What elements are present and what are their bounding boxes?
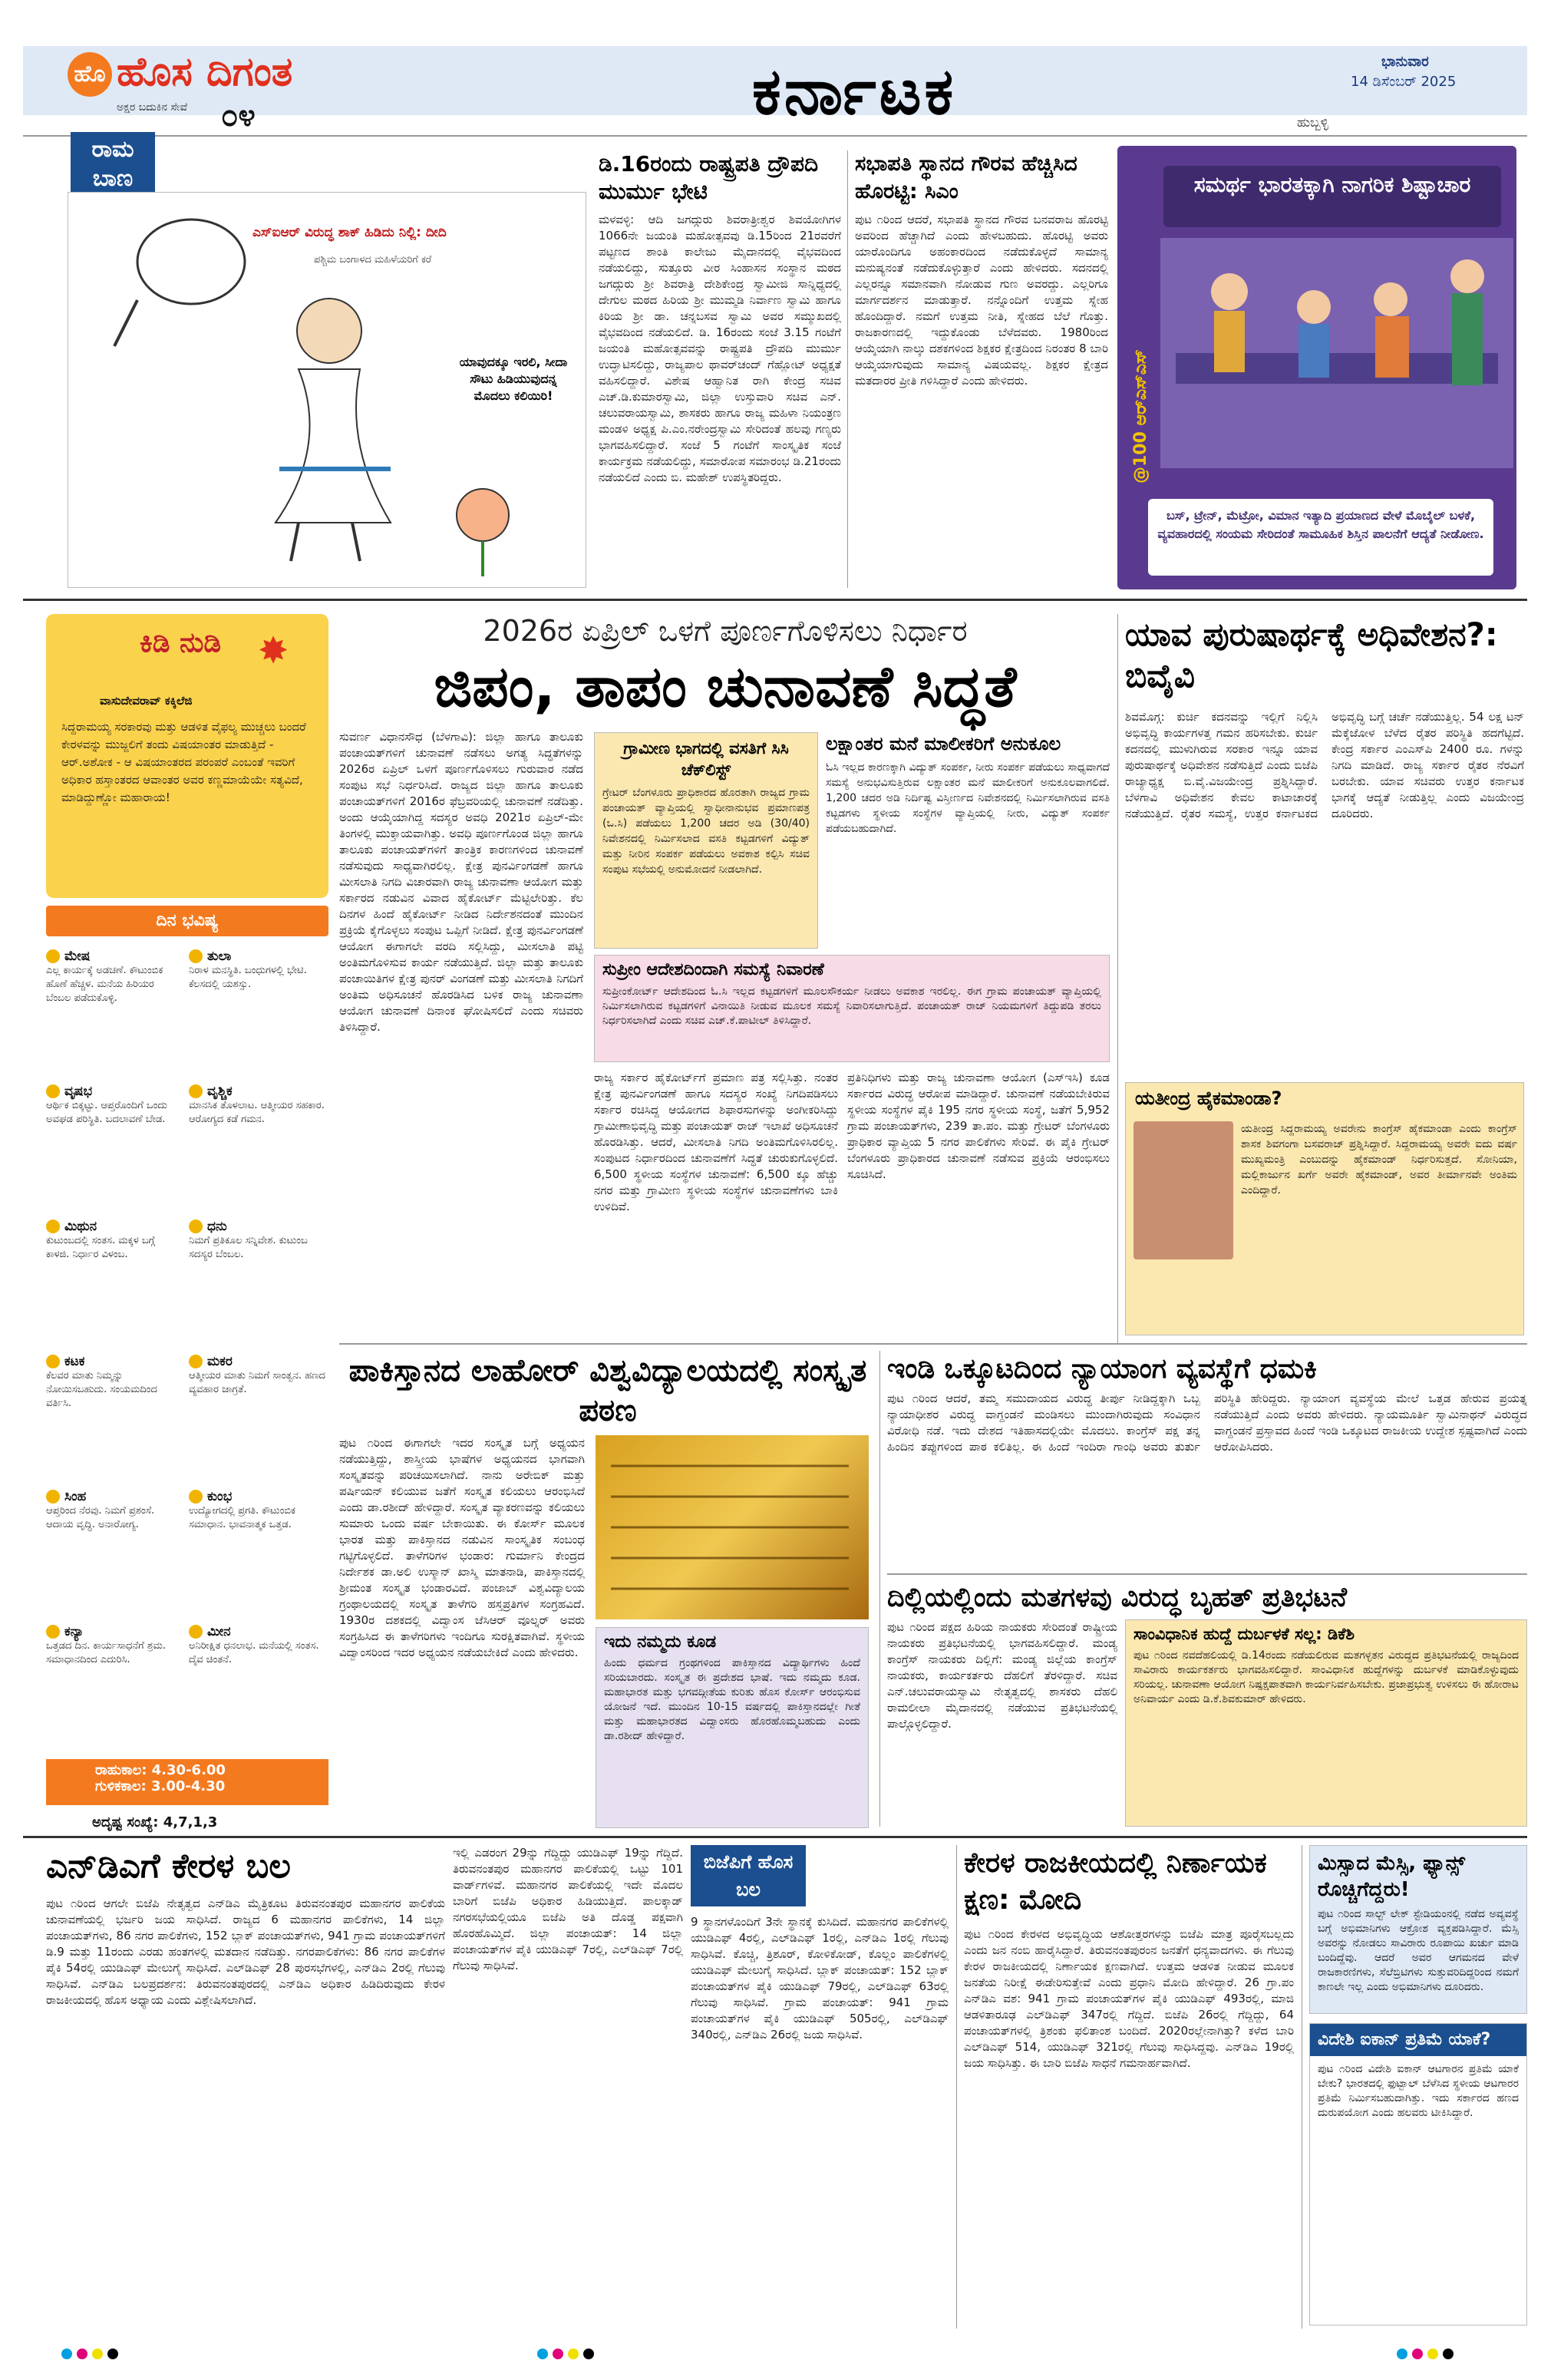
pak-body: ಪುಟ ೧ರಿಂದ ಈಗಾಗಲೇ ಇದರ ಸಂಸ್ಕೃತ ಬಗ್ಗೆ ಅಧ್ಯಯನ ನಡೆಯುತ್ತಿದ್ದು, ಶಾಸ್ತ್ರೀಯ ಭಾಷೆಗಳ ಅಧ್ಯಯನದ ಭಾಗವಾಗಿ ಸಂಸ್ಕೃತವನ್ನು ಪರಿಚಯಿಸಲಾಗಿದೆ. ನಾನು ಅರೇಬಿಕ್ ಮತ್ತು ಪರ್ಷಿಯನ್ ಕಲಿಯುವ ಜತೆಗೆ ಸಂಸ್ಕೃತ ಕಲಿಯಲು ಆರಂಭಿಸಿದೆ ಎಂದು ಡಾ.ರಶೀದ್ ಹೇಳಿದ್ದಾರೆ. ಸಂಸ್ಕೃತ ವ್ಯಾಕರಣವನ್ನು ಕಲಿಯಲು ಸುಮಾರು ಒಂದು ವರ್ಷ ಬೇಕಾಯಿತು. ಈ ಕೋರ್ಸ್ ಮೂಲಕ ಭಾರತ ಮತ್ತು ಪಾಕಿಸ್ತಾನದ ನಡುವಿನ ಸಾಂಸ್ಕೃತಿಕ ಸಂಬಂಧ ಗಟ್ಟಿಗೊಳ್ಳಲಿದೆ. ತಾಳೆಗರಿಗಳ ಭಂಡಾರ: ಗುರ್ಮಾನಿ ಕೇಂದ್ರದ ನಿರ್ದೇಶಕ ಡಾ.ಅಲಿ ಉಸ್ಮಾನ್ ಖಾಸ್ಮಿ ಮಾತನಾಡಿ, ಪಾಕಿಸ್ತಾನದಲ್ಲಿ ಶ್ರೀಮಂತ ಸಂಸ್ಕೃತ ಭಂಡಾರವಿದೆ. ಪಂಜಾಬ್ ವಿಶ್ವವಿದ್ಯಾಲಯ ಗ್ರಂಥಾಲಯದಲ್ಲಿ ಸಂಸ್ಕೃತ ತಾಳೆಗರಿ ಹಸ್ತಪ್ರತಿಗಳ ಸಂಗ್ರಹವಿದೆ. 1930ರ ದಶಕದಲ್ಲಿ ವಿದ್ವಾಂಸ ಜೆಸಿಆರ್ ವೂಲ್ನರ್ ಅವರು ಸಂಗ್ರಹಿಸಿದ ಈ ತಾಳೆಗರಿಗಳು ಇಂದಿಗೂ ಸುರಕ್ಷಿತವಾಗಿವೆ. ಸ್ಥಳೀಯ ವಿದ್ವಾಂಸರಿಂದ ಇದರ ಅಧ್ಯಯನ ನಡೆಯಬೇಕಿದೆ ಎಂದು ಹೇಳಿದರು. — [339, 1436, 585, 1659]
ad-text: ಬಸ್, ಟ್ರೇನ್, ಮೆಟ್ರೋ, ವಿಮಾನ ಇತ್ಯಾದಿ ಪ್ರಯಾಣದ ವೇಳೆ ಮೊಬೈಲ್ ಬಳಕೆ, ವ್ಯವಹಾರದಲ್ಲಿ ಸಂಯಮ ಸೇರಿದಂತೆ ಸಾಮೂಹಿಕ ಶಿಸ್ತಿನ ಪಾಲನೆಗೆ ಆದ್ಯತೆ ನೀಡೋಣ. — [1157, 508, 1484, 541]
horoscope-sign-name — [189, 1084, 327, 1099]
masthead-city: ಹುಬ್ಬಳ್ಳಿ — [1297, 115, 1328, 130]
zodiac-icon — [189, 1084, 203, 1098]
pak-headline: ಪಾಕಿಸ್ತಾನದ ಲಾಹೋರ್ ವಿಶ್ವವಿದ್ಯಾಲಯದಲ್ಲಿ ಸಂಸ್ಕೃತ ಪಠಣ — [348, 1353, 867, 1428]
logo-tagline: ಅಕ್ಷರ ಬದುಕಿನ ಸೇವೆ — [117, 101, 188, 114]
sanskrit-photo-art — [596, 1435, 869, 1619]
bjp-new-strength-title: ಬಿಜೆಪಿಗೆ ಹೊಸ ಬಲ — [703, 1851, 794, 1900]
zodiac-icon — [46, 949, 60, 963]
statue-body: ಪುಟ ೧ರಿಂದ ವಿದೇಶಿ ಐಕಾನ್ ಆಟಗಾರನ ಪ್ರತಿಮೆ ಯಾಕೆ ಬೇಕು? ಭಾರತದಲ್ಲಿ ಫುಟ್ಬಾಲ್ ಬೆಳೆಸಿದ ಸ್ಥಳೀಯ ಆಟಗಾರರ ಪ್ರತಿಮೆ ನಿರ್ಮಿಸಬಹುದಾಗಿತ್ತು. ಇದು ಸರ್ಕಾರದ ಹಣದ ದುರುಪಯೋಗ ಎಂದು ಹಲವರು ಟೀಕಿಸಿದ್ದಾರೆ. — [1318, 2063, 1519, 2119]
sign-label: ಮಿಥುನ — [64, 1219, 97, 1234]
horoscope-sign — [189, 1084, 327, 1219]
kidi-spark-icon: ✸ — [258, 629, 289, 672]
dks-body: ಪುಟ ೧ರಿಂದ ನವದೆಹಲಿಯಲ್ಲಿ ಡಿ.14ರಂದು ನಡೆಯಲಿರುವ ಮತಗಳ್ಳತನ ವಿರುದ್ಧದ ಪ್ರತಿಭಟನೆಯಲ್ಲಿ ರಾಜ್ಯದಿಂದ ಸಾವಿರಾರು ಕಾರ್ಯಕರ್ತರು ಭಾಗವಹಿಸಲಿದ್ದಾರೆ. ಸಾಂವಿಧಾನಿಕ ಹುದ್ದೆಗಳನ್ನು ದುರ್ಬಳಕೆ ಮಾಡಿಕೊಳ್ಳುವುದು ಸರಿಯಲ್ಲ. ಚುನಾವಣಾ ಆಯೋಗ ನಿಷ್ಪಕ್ಷಪಾತವಾಗಿ ಕಾರ್ಯನಿರ್ವಹಿಸಬೇಕು. ಪ್ರಜಾಪ್ರಭುತ್ವ ಉಳಿಸಲು ಈ ಹೋರಾಟ ಅನಿವಾರ್ಯ ಎಂದು ಡಿ.ಕೆ.ಶಿವಕುಮಾರ್ ಹೇಳಿದರು. — [1133, 1649, 1519, 1705]
horoscope-sign — [189, 1489, 327, 1624]
horoscope-sign-text: ನಿಮಗೆ ಪ್ರತಿಕೂಲ ಸನ್ನಿವೇಶ. ಕುಟುಂಬ ಸದಸ್ಯರ ಬೆಂಬಲ. — [189, 1235, 308, 1260]
bjp-body: ಶಿವಮೊಗ್ಗ: ಕುರ್ಚಿ ಕದನವನ್ನು ಇಲ್ಲಿಗೆ ನಿಲ್ಲಿಸಿ ಅಭಿವೃದ್ಧಿ ಕಾರ್ಯಗಳತ್ತ ಗಮನ ಹರಿಸಬೇಕು. ಕುರ್ಚಿ ಕದನದಲ್ಲಿ ಮುಳುಗಿರುವ ಸರಕಾರ ಇನ್ನೂ ಯಾವ ಪುರುಷಾರ್ಥಕ್ಕೆ ಅಧಿವೇಶನ ನಡೆಸುತ್ತಿದೆ ಎಂದು ಬಿಜೆಪಿ ರಾಜ್ಯಾಧ್ಯಕ್ಷ ಬಿ.ವೈ.ವಿಜಯೇಂದ್ರ ಪ್ರಶ್ನಿಸಿದ್ದಾರೆ. ಬೆಳಗಾವಿ ಅಧಿವೇಶನ ಕೇವಲ ಕಾಟಾಚಾರಕ್ಕೆ ನಡೆಯುತ್ತಿದೆ. ರೈತರ ಸಮಸ್ಯೆ, ಉತ್ತರ ಕರ್ನಾಟಕದ ಅಭಿವೃದ್ಧಿ ಬಗ್ಗೆ ಚರ್ಚೆ ನಡೆಯುತ್ತಿಲ್ಲ. 54 ಲಕ್ಷ ಟನ್ ಮೆಕ್ಕೆಜೋಳ ಬೆಳೆದ ರೈತರ ಪರಿಸ್ಥಿತಿ ಹದಗೆಟ್ಟಿದೆ. ಕೇಂದ್ರ ಸರ್ಕಾರ ಎಂಎಸ್‌ಪಿ 2400 ರೂ. ಗಳನ್ನು ನಿಗದಿ ಮಾಡಿದೆ. ರಾಜ್ಯ ಸರ್ಕಾರ ರೈತರ ನೆರವಿಗೆ ಬರಬೇಕು. ಯಾವ ಸಚಿವರು ಉತ್ತರ ಕರ್ನಾಟಕ ಭಾಗಕ್ಕೆ ಆದ್ಯತೆ ನೀಡುತ್ತಿಲ್ಲ ಎಂದು ವಿಜಯೇಂದ್ರ ದೂರಿದರು. — [1125, 710, 1524, 820]
ramabana-label: ರಾಮ ಬಾಣ — [71, 132, 155, 196]
messi-headline: ಮಿಸ್ಸಾದ ಮೆಸ್ಸಿ, ಫ್ಯಾನ್ಸ್ ರೊಚ್ಚಿಗೆದ್ದರು! — [1318, 1852, 1465, 1901]
delhi-headline: ದಿಲ್ಲಿಯಲ್ಲಿಂದು ಮತಗಳವು ವಿರುದ್ಧ ಬೃಹತ್ ಪ್ರತಿಭಟನೆ — [887, 1583, 1348, 1613]
homes-headline: ಲಕ್ಷಾಂತರ ಮನೆ ಮಾಲೀಕರಿಗೆ ಅನುಕೂಲ — [826, 733, 1061, 754]
sign-label: ಸಿಂಹ — [64, 1489, 87, 1504]
sc-headline: ಸುಪ್ರೀಂ ಆದೇಶದಿಂದಾಗಿ ಸಮಸ್ಯೆ ನಿವಾರಣೆ — [602, 960, 824, 979]
zodiac-icon — [189, 1490, 203, 1504]
rural-body: ಗ್ರೇಟರ್ ಬೆಂಗಳೂರು ಪ್ರಾಧಿಕಾರದ ಹೊರತಾಗಿ ರಾಜ್ಯದ ಗ್ರಾಮ ಪಂಚಾಯತ್ ವ್ಯಾಪ್ತಿಯಲ್ಲಿ ಸ್ವಾಧೀನಾನುಭವ ಪ್ರಮಾಣಪತ್ರ (ಒ.ಸಿ) ಪಡೆಯಲು 1,200 ಚದರ ಅಡಿ (30/40) ನಿವೇಶನದಲ್ಲಿ ನಿರ್ಮಿಸಲಾದ ವಸತಿ ಕಟ್ಟಡಗಳಿಗೆ ವಿದ್ಯುತ್ ಮತ್ತು ನೀರಿನ ಸಂಪರ್ಕ ಪಡೆಯಲು ಅವಕಾಶ ಕಲ್ಪಿಸಿ ಸಚಿವ ಸಂಪುಟ ಸಭೆಯಲ್ಲಿ ಅನುಮೋದನೆ ನೀಡಲಾಗಿದೆ. — [602, 787, 810, 876]
horoscope-sign-text: ನಿರಾಳ ಮನಸ್ಥಿತಿ. ಬಂಧುಗಳಲ್ಲಿ ಭೇಟಿ. ಕೆಲಸದಲ್ಲಿ ಯಶಸ್ಸು. — [189, 965, 307, 990]
statue-headline: ವಿದೇಶಿ ಐಕಾನ್ ಪ್ರತಿಮೆ ಯಾಕೆ? — [1318, 2030, 1491, 2049]
speaker-body: ಪುಟ ೧ರಿಂದ ಆದರೆ, ಸಭಾಪತಿ ಸ್ಥಾನದ ಗೌರವ ಬನವರಾಜ ಹೊರಟ್ಟಿ ಅವರಿಂದ ಹೆಚ್ಚಾಗಿದೆ ಎಂದು ಹೇಳಬಹುದು. ಹೊರಟ್ಟಿ ಅವರು ಯಾರೊಂದಿಗೂ ಅಹಂಕಾರದಿಂದ ನಡೆದುಕೊಳ್ಳದೆ ಸಾಮಾನ್ಯ ಮನುಷ್ಯನಂತೆ ನಡೆದುಕೊಳ್ಳುತ್ತಾರೆ ಎಂದು ಹೇಳಿದರು. ಸದನದಲ್ಲಿ ಎಲ್ಲರನ್ನೂ ಸಮಾನವಾಗಿ ನೋಡುವ ಗುಣ ಅವರದ್ದು. ಎಲ್ಲರಿಗೂ ಮಾರ್ಗದರ್ಶನ ಮಾಡುತ್ತಾರೆ. ನನ್ನೊಂದಿಗೆ ಉತ್ತಮ ಸ್ನೇಹ ಹೊಂದಿದ್ದಾರೆ. ನಮಗೆ ಉತ್ತಮ ನೀತಿ, ಸ್ನೇಹದ ಬೆಲೆ ಗೊತ್ತು. ರಾಜಕಾರಣದಲ್ಲಿ ಇದ್ದುಕೊಂಡು ಬೆಳೆದವರು. 1980ರಿಂದ ಆಯ್ಕೆಯಾಗಿ ನಾಲ್ಕು ದಶಕಗಳಿಂದ ಶಿಕ್ಷಕರ ಕ್ಷೇತ್ರದಿಂದ ನಿರಂತರ 8 ಬಾರಿ ಆಯ್ಕೆಯಾಗುವುದು ಸಾಮಾನ್ಯ ವಿಷಯವಲ್ಲ. ಶಿಕ್ಷಕರ ಕ್ಷೇತ್ರದ ಮತದಾರರ ಪ್ರೀತಿ ಗಳಿಸಿದ್ದಾರೆ ಎಂದು ಹೇಳಿದರು. — [855, 213, 1108, 388]
pak-sub-body: ಹಿಂದು ಧರ್ಮದ ಗ್ರಂಥಗಳಿಂದ ಪಾಕಿಸ್ತಾನದ ವಿದ್ಯಾರ್ಥಿಗಳು ಹಿಂದೆ ಸರಿಯಬಾರದು. ಸಂಸ್ಕೃತ ಈ ಪ್ರದೇಶದ ಭಾಷೆ. ಇದು ನಮ್ಮದು ಕೂಡ. ಮಹಾಭಾರತ ಮತ್ತು ಭಗವದ್ಗೀತೆಯ ಕುರಿತು ಹೊಸ ಕೋರ್ಸ್ ಆರಂಭಿಸುವ ಯೋಜನೆ ಇದೆ. ಮುಂದಿನ 10-15 ವರ್ಷದಲ್ಲಿ ಪಾಕಿಸ್ತಾನದಲ್ಲೇ ಗೀತೆ ಮತ್ತು ಮಹಾಭಾರತದ ವಿದ್ವಾಂಸರು ಹೊರಹೊಮ್ಮಬಹುದು ಎಂದು ಡಾ.ರಶೀದ್ ಹೇಳಿದ್ದಾರೆ. — [604, 1657, 860, 1742]
horoscope-sign-name — [46, 1354, 181, 1369]
ad-title: ಸಮರ್ಥ ಭಾರತಕ್ಕಾಗಿ ನಾಗರಿಕ ಶಿಷ್ಟಾಚಾರ — [1193, 172, 1471, 197]
horoscope-sign-name — [189, 949, 327, 964]
horoscope-sign-name — [46, 1624, 181, 1639]
zodiac-icon — [189, 1220, 203, 1233]
horoscope-sign-name — [189, 1354, 327, 1369]
print-marks-center — [537, 2349, 594, 2359]
bjp-headline: ಯಾವ ಪುರುಷಾರ್ಥಕ್ಕೆ ಅಧಿವೇಶನ?: ಬಿವೈವಿ — [1125, 616, 1498, 695]
cartoon-frame — [68, 192, 586, 588]
dks-headline: ಸಾಂವಿಧಾನಿಕ ಹುದ್ದೆ ದುರ್ಬಳಕೆ ಸಲ್ಲ: ಡಿಕೆಶಿ — [1133, 1625, 1355, 1643]
cartoon-speech-1: ಎಸ್‌ಐಆರ್ ವಿರುದ್ಧ ಶಾಕ್ ಹಿಡಿದು ನಿಲ್ಲಿ: ದೀದಿ — [252, 225, 447, 240]
yathindra-body: ಯತೀಂದ್ರ ಸಿದ್ದರಾಮಯ್ಯ ಅವರೇನು ಕಾಂಗ್ರೆಸ್ ಹೈಕಮಾಂಡಾ ಎಂದು ಕಾಂಗ್ರೆಸ್ ಶಾಸಕ ಶಿವಗಂಗಾ ಬಸವರಾಜ್ ಪ್ರಶ್ನಿಸಿದ್ದಾರೆ. ಸಿದ್ದರಾಮಯ್ಯ ಅವರೇ ಐದು ವರ್ಷ ಮುಖ್ಯಮಂತ್ರಿ ಎಂಬುದನ್ನು ಹೈಕಮಾಂಡ್ ನಿರ್ಧರಿಸುತ್ತದೆ. ಸೋನಿಯಾ, ಮಲ್ಲಿಕಾರ್ಜುನ ಖರ್ಗೆ ಅವರೇ ಹೈಕಮಾಂಡ್, ಅವರ ತೀರ್ಮಾನವೇ ಅಂತಿಮ ಎಂದಿದ್ದಾರೆ. — [1241, 1123, 1517, 1197]
section-title: ಕರ್ನಾಟಕ — [752, 54, 957, 129]
zodiac-icon — [46, 1084, 60, 1098]
sign-label: ವೃಶ್ಚಿಕ — [207, 1084, 233, 1099]
lead-body-2: ರಾಜ್ಯ ಸರ್ಕಾರ ಹೈಕೋರ್ಟ್‌ಗೆ ಪ್ರಮಾಣ ಪತ್ರ ಸಲ್ಲಿಸಿತ್ತು. ನಂತರ ಕ್ಷೇತ್ರ ಪುನರ್ವಿಂಗಡಣೆ ಹಾಗೂ ಸದಸ್ಯರ ಸಂಖ್ಯೆ ನಿಗದಿಪಡಿಸಲು ಸರ್ಕಾರ ರಚಿಸಿದ್ದ ಆಯೋಗದ ಶಿಫಾರಸುಗಳನ್ನು ಅಂಗೀಕರಿಸಿದ್ದು ಗ್ರಾಮೀಣಾಭಿವೃದ್ಧಿ ಮತ್ತು ಪಂಚಾಯತ್ ರಾಜ್ ಇಲಾಖೆ ಅಧಿಸೂಚನೆ ಹೊರಡಿಸಿತ್ತು. ಆದರೆ, ಮೀಸಲಾತಿ ನಿಗದಿ ಅಂತಿಮಗೊಳಿಸಿರಲಿಲ್ಲ. ಸಂಪುಟದ ನಿರ್ಧಾರದಿಂದ ಚುನಾವಣೆಗೆ ಸಿದ್ಧತೆ ಚುರುಕುಗೊಳ್ಳಲಿದೆ. 6,500 ಸ್ಥಳೀಯ ಸಂಸ್ಥೆಗಳ ಚುನಾವಣೆ: 6,500 ಕ್ಕೂ ಹೆಚ್ಚು ನಗರ ಮತ್ತು ಗ್ರಾಮೀಣ ಸ್ಥಳೀಯ ಸಂಸ್ಥೆಗಳ ಚುನಾವಣೆಗಳು ಬಾಕಿ ಉಳಿದಿವೆ. — [594, 1071, 838, 1213]
ad-illustration — [1160, 238, 1513, 468]
cartoon-speech-2: ಯಾವುದಕ್ಕೂ ಇರಲಿ, ಸೀದಾ ಸೌಟು ಹಿಡಿಯುವುದನ್ನ ಮೊದಲು ಕಲಿಯಿರಿ! — [459, 355, 568, 403]
zodiac-icon — [189, 1355, 203, 1368]
statue-box — [1309, 2023, 1527, 2326]
horoscope-sign-name — [46, 1219, 181, 1234]
homes-body: ಓಸಿ ಇಲ್ಲದ ಕಾರಣಕ್ಕಾಗಿ ವಿದ್ಯುತ್ ಸಂಪರ್ಕ, ನೀರು ಸಂಪರ್ಕ ಪಡೆಯಲು ಸಾಧ್ಯವಾಗದೆ ಸಮಸ್ಯೆ ಅನುಭವಿಸುತ್ತಿರುವ ಲಕ್ಷಾಂತರ ಮನೆ ಮಾಲೀಕರಿಗೆ ಅನುಕೂಲವಾಗಲಿದೆ. 1,200 ಚದರ ಅಡಿ ನಿರ್ದಿಷ್ಟ ವಿಸ್ತೀರ್ಣದ ನಿವೇಶನದಲ್ಲಿ ನಿರ್ಮಿಸಲಾಗಿರುವ ವಸತಿ ಕಟ್ಟಡಗಳು ಸ್ಥಳೀಯ ಸಂಸ್ಥೆಗಳ ವ್ಯಾಪ್ತಿಯಲ್ಲಿ ನೀರು, ವಿದ್ಯುತ್ ಸಂಪರ್ಕ ಪಡೆಯಬಹುದಾಗಿದೆ. — [826, 761, 1110, 835]
horoscope-sign-text: ಉದ್ಯೋಗದಲ್ಲಿ ಪ್ರಗತಿ. ಕೌಟುಂಬಿಕ ಸಮಾಧಾನ. ಭಾವನಾತ್ಮಕ ಒತ್ತಡ. — [189, 1505, 295, 1530]
zodiac-icon — [46, 1355, 60, 1368]
speaker-headline: ಸಭಾಪತಿ ಸ್ಥಾನದ ಗೌರವ ಹೆಚ್ಚಿಸಿದ ಹೊರಟ್ಟಿ: ಸಿಎಂ — [855, 152, 1077, 203]
logo-circle: ಹೊ — [68, 52, 112, 97]
india-bloc-headline: ಇಂಡಿ ಒಕ್ಕೂಟದಿಂದ ನ್ಯಾಯಾಂಗ ವ್ಯವಸ್ಥೆಗೆ ಧಮಕಿ — [887, 1353, 1317, 1385]
horoscope-sign-name — [46, 949, 181, 964]
kerala-nda-body-2: ಇಲ್ಲಿ ಎಡರಂಗ 29ನ್ನು ಗೆದ್ದಿದ್ದು ಯುಡಿಎಫ್ 19ನ್ನು ಗೆದ್ದಿದೆ. ತಿರುವನಂತಪುರ ಮಹಾನಗರ ಪಾಲಿಕೆಯಲ್ಲಿ ಒಟ್ಟು 101 ವಾರ್ಡ್‌ಗಳಿವೆ. ಮಹಾನಗರ ಪಾಲಿಕೆಯಲ್ಲಿ ಇದೇ ಮೊದಲ ಬಾರಿಗೆ ಬಿಜೆಪಿ ಅಧಿಕಾರ ಹಿಡಿಯುತ್ತಿದೆ. ಪಾಲಕ್ಕಾಡ್ ನಗರಸಭೆಯಲ್ಲಿಯೂ ಬಿಜೆಪಿ ಅತಿ ದೊಡ್ಡ ಪಕ್ಷವಾಗಿ ಹೊರಹೊಮ್ಮಿದೆ. ಜಿಲ್ಲಾ ಪಂಚಾಯತ್: 14 ಜಿಲ್ಲಾ ಪಂಚಾಯತ್‌ಗಳ ಪೈಕಿ ಯುಡಿಎಫ್ 7ರಲ್ಲಿ, ಎಲ್‌ಡಿಎಫ್ 7ರಲ್ಲಿ ಗೆಲುವು ಸಾಧಿಸಿವೆ. — [453, 1846, 683, 1972]
gulikakala: ಗುಳಿಕಕಾಲ: 3.00-4.30 — [95, 1778, 226, 1794]
horoscope-sign — [189, 1354, 327, 1489]
india-bloc-body: ಪುಟ ೧ರಿಂದ ಆದರೆ, ತಮ್ಮ ಸಮುದಾಯದ ವಿರುದ್ಧ ತೀರ್ಪು ನೀಡಿದ್ದಕ್ಕಾಗಿ ಒಬ್ಬ ನ್ಯಾಯಾಧೀಶರ ವಿರುದ್ಧ ವಾಗ್ದಂಡನೆ ಮಂಡಿಸಲು ಮುಂದಾಗಿರುವುದು ಸಂವಿಧಾನ ವಿರೋಧಿ ನಡೆ. ಇದು ದೇಶದ ಇತಿಹಾಸದಲ್ಲಿಯೇ ಮೊದಲು. ಕಾಂಗ್ರೆಸ್ ಪಕ್ಷ ತನ್ನ ಹಿಂದಿನ ತಪ್ಪುಗಳಿಂದ ಪಾಠ ಕಲಿತಿಲ್ಲ. ಈ ಹಿಂದೆ ಇಂದಿರಾ ಗಾಂಧಿ ಅವರು ತುರ್ತು ಪರಿಸ್ಥಿತಿ ಹೇರಿದ್ದರು. ನ್ಯಾಯಾಂಗ ವ್ಯವಸ್ಥೆಯ ಮೇಲೆ ಒತ್ತಡ ಹೇರುವ ಪ್ರಯತ್ನ ನಡೆಯುತ್ತಿದೆ ಎಂದು ಅವರು ಹೇಳಿದರು. ನ್ಯಾಯಮೂರ್ತಿ ಸ್ವಾಮಿನಾಥನ್ ವಿರುದ್ಧದ ವಾಗ್ದಂಡನೆ ಪ್ರಸ್ತಾವದ ಹಿಂದೆ ಇಂಡಿ ಒಕ್ಕೂಟದ ರಾಜಕೀಯ ಉದ್ದೇಶ ಸ್ಪಷ್ಟವಾಗಿದೆ ಎಂದು ಆರೋಪಿಸಿದರು. — [887, 1391, 1527, 1454]
zodiac-icon — [46, 1220, 60, 1233]
sign-label: ಧನು — [207, 1219, 227, 1234]
lead-headline: ಜಿಪಂ, ತಾಪಂ ಚುನಾವಣೆ ಸಿದ್ಧತೆ — [434, 654, 1017, 720]
horoscope-header — [46, 906, 328, 936]
yathindra-box — [1125, 1082, 1524, 1335]
sign-label: ಕುಂಭ — [207, 1489, 233, 1504]
print-marks-left — [61, 2349, 118, 2359]
horoscope-sign-text: ಮಾನಸಿಕ ತೊಳಲಾಟ. ಆತ್ಮೀಯರ ಸಹಕಾರ. ಆರೋಗ್ಯದ ಕಡೆ ಗಮನ. — [189, 1100, 325, 1125]
horoscope-title: ದಿನ ಭವಿಷ್ಯ — [156, 911, 219, 930]
horoscope-sign — [46, 1624, 181, 1759]
horoscope-sign — [46, 949, 181, 1084]
horoscope-sign-name — [189, 1624, 327, 1639]
president-headline: ಡಿ.16ರಂದು ರಾಷ್ಟ್ರಪತಿ ದ್ರೌಪದಿ ಮುರ್ಮು ಭೇಟಿ — [599, 151, 819, 204]
statue-header — [1310, 2024, 1526, 2056]
horoscope-sign — [46, 1219, 181, 1354]
horoscope-sign-name — [189, 1219, 327, 1234]
kerala-nda-headline: ಎನ್‌ಡಿಎಗೆ ಕೇರಳ ಬಲ — [46, 1847, 291, 1886]
president-body: ಮಳವಳ್ಳಿ: ಆದಿ ಜಗದ್ಗುರು ಶಿವರಾತ್ರೀಶ್ವರ ಶಿವಯೋಗಿಗಳ 1066ನೇ ಜಯಂತಿ ಮಹೋತ್ಸವವು ಡಿ.15ರಿಂದ 21ರವರೆಗೆ ಪಟ್ಟಣದ ಶಾಂತಿ ಕಾಲೇಜು ಮೈದಾನದಲ್ಲಿ ವೈಭವದಿಂದ ನಡೆಯಲಿದ್ದು, ಸುತ್ತೂರು ವೀರ ಸಿಂಹಾಸನ ಸಂಸ್ಥಾನ ಮಠದ ಜಗದ್ಗುರು ಶ್ರೀ ಶಿವರಾತ್ರಿ ದೇಶಿಕೇಂದ್ರ ಸ್ವಾಮೀಜಿ ಸಾನ್ನಿಧ್ಯದಲ್ಲಿ ದೇಗುಲ ಮಠದ ಹಿರಿಯ ಶ್ರೀ ಮುಮ್ಮಡಿ ನಿರ್ವಾಣ ಸ್ವಾಮಿ ಹಾಗೂ ಕಿರಿಯ ಶ್ರೀ ಡಾ. ಚನ್ನಬಸವ ಸ್ವಾಮಿ ಅವರ ಸಮ್ಮುಖದಲ್ಲಿ ವೈಭವದಿಂದ ನಡೆಯಲಿದೆ. ಡಿ. 16ರಂದು ಸಂಜೆ 3.15 ಗಂಟೆಗೆ ಜಯಂತಿ ಮಹೋತ್ಸವವನ್ನು ರಾಷ್ಟ್ರಪತಿ ದ್ರೌಪದಿ ಮುರ್ಮು ಉದ್ಘಾಟಿಸಲಿದ್ದು, ರಾಜ್ಯಪಾಲ ಥಾವರ್‌ಚಂದ್ ಗೆಹ್ಲೋಟ್ ಅಧ್ಯಕ್ಷತೆ ವಹಿಸಲಿದ್ದಾರೆ. ವಿಶೇಷ ಆಹ್ವಾನಿತ ರಾಗಿ ಕೇಂದ್ರ ಸಚಿವ ಎಚ್.ಡಿ.ಕುಮಾರಸ್ವಾಮಿ, ಜಿಲ್ಲಾ ಉಸ್ತುವಾರಿ ಸಚಿವ ಎನ್. ಚಲುವರಾಯಸ್ವಾಮಿ, ಶಾಸಕರು ಹಾಗೂ ರಾಜ್ಯ ಮಹಿಳಾ ನಿಯಂತ್ರಣ ಮಂಡಳಿ ಅಧ್ಯಕ್ಷ ಪಿ.ಎಂ.ನರೇಂದ್ರಸ್ವಾಮಿ ಸೇರಿದಂತೆ ಹಲವು ಗಣ್ಯರು ಭಾಗವಹಿಸಲಿದ್ದಾರೆ. ಸಂಜೆ 5 ಗಂಟೆಗೆ ಸಾಂಸ್ಕೃತಿಕ ಸಂಜೆ ಕಾರ್ಯಕ್ರಮ ನಡೆಯಲಿದ್ದು, ಸಮಾರೋಪ ಸಮಾರಂಭ ಡಿ.21ರಂದು ನಡೆಯಲಿದೆ ಎಂದು ಬಿ. ಮಹೇಶ್ ಉಪಸ್ಥಿತರಿದ್ದರು. — [599, 213, 841, 484]
pak-sub-headline: ಇದು ನಮ್ಮದು ಕೂಡ — [604, 1632, 717, 1652]
zodiac-icon — [46, 1490, 60, 1504]
pak-sub-box — [596, 1627, 869, 1828]
rural-headline: ಗ್ರಾಮೀಣ ಭಾಗದಲ್ಲಿ ವಸತಿಗೆ ಸಿಸಿ ಚೆಕ್‌ಲಿಸ್ಟ್ — [623, 739, 789, 779]
sc-box — [594, 955, 1110, 1062]
horoscope-sign-text: ಕೆಲವರ ಮಾತು ನಿಮ್ಮನ್ನು ನೋಯಿಸಬಹುದು. ಸಂಯಮದಿಂದ ವರ್ತಿಸಿ. — [46, 1370, 157, 1409]
horoscope-sign-text: ಆಪ್ತರಿಂದ ನೆರವು. ನಿಮಗೆ ಪ್ರಶಂಸೆ. ಆದಾಯ ವೃದ್ಧಿ. ಅನಾರೋಗ್ಯ. — [46, 1505, 155, 1530]
zodiac-icon — [189, 1625, 203, 1639]
horoscope-sign-text: ಆರ್ಥಿಕ ಬಿಕ್ಕಟ್ಟು. ಆಪ್ತರೊಂದಿಗೆ ಒಂದು ಅವಘಡ ಪರಿಸ್ಥಿತಿ. ಬದಲಾವಣೆ ಬೇಡ. — [46, 1100, 167, 1125]
rahukala: ರಾಹುಕಾಲ: 4.30-6.00 — [95, 1762, 226, 1778]
logo-block — [68, 45, 344, 137]
kidi-nudi-box — [46, 614, 328, 898]
cartoon-caption-1: ಪಶ್ಚಿಮ ಬಂಗಾಳದ ಮಹಿಳೆಯರಿಗೆ ಕರೆ — [314, 254, 432, 266]
sign-label: ವೃಷಭ — [64, 1084, 93, 1099]
print-marks-right — [1397, 2349, 1454, 2359]
horoscope-right — [189, 949, 327, 1762]
dks-box — [1125, 1619, 1527, 1827]
horoscope-sign-text: ಅನಿರೀಕ್ಷಿತ ಧನಲಾಭ. ಮನೆಯಲ್ಲಿ ಸಂತಸ. ದೈವ ಚಿಂತನೆ. — [189, 1640, 319, 1665]
ad-side-label: @100 ಆರ್‌ಎಸ್‌ಎಸ್ — [1131, 349, 1150, 484]
delhi-body: ಪುಟ ೧ರಿಂದ ಪಕ್ಷದ ಹಿರಿಯ ನಾಯಕರು ಸೇರಿದಂತೆ ರಾಷ್ಟ್ರೀಯ ನಾಯಕರು ಪ್ರತಿಭಟನೆಯಲ್ಲಿ ಭಾಗವಹಿಸಲಿದ್ದಾರೆ. ಮಂಡ್ಯ ಕಾಂಗ್ರೆಸ್ ನಾಯಕರು ದಿಲ್ಲಿಗೆ: ಮಂಡ್ಯ ಜಿಲ್ಲೆಯ ಕಾಂಗ್ರೆಸ್ ನಾಯಕರು, ಕಾರ್ಯಕರ್ತರು ದೆಹಲಿಗೆ ತೆರಳಿದ್ದಾರೆ. ಸಚಿವ ಎನ್.ಚಲುವರಾಯಸ್ವಾಮಿ ನೇತೃತ್ವದಲ್ಲಿ ಶಾಸಕರು ದೆಹಲಿ ರಾಮಲೀಲಾ ಮೈದಾನದಲ್ಲಿ ನಡೆಯುವ ಪ್ರತಿಭಟನೆಯಲ್ಲಿ ಪಾಲ್ಗೊಳ್ಳಲಿದ್ದಾರೆ. — [887, 1620, 1117, 1731]
kidi-title: ಕಿಡಿ ನುಡಿ — [139, 627, 222, 659]
row-rule-3 — [887, 1573, 1527, 1575]
horoscope-sign-name — [46, 1489, 181, 1504]
masthead-rule — [23, 135, 1527, 137]
masthead-date: 14 ಡಿಸೆಂಬರ್ 2025 — [1351, 74, 1457, 90]
horoscope-sign-name — [189, 1489, 327, 1504]
horoscope-sign — [189, 1624, 327, 1759]
zodiac-icon — [46, 1625, 60, 1639]
bjp-new-strength-box — [691, 1845, 806, 1906]
homes-box — [826, 732, 1110, 949]
rahukala-box — [46, 1759, 328, 1805]
col-rule-2 — [1117, 614, 1118, 1343]
kerala-nda-body: ಪುಟ ೧ರಿಂದ ಆಗಲೇ ಬಿಜೆಪಿ ನೇತೃತ್ವದ ಎನ್‌ಡಿಎ ಮೈತ್ರಿಕೂಟ ತಿರುವನಂತಪುರ ಮಹಾನಗರ ಪಾಲಿಕೆಯ ಚುನಾವಣೆಯಲ್ಲಿ ಭರ್ಜರಿ ಜಯ ಸಾಧಿಸಿದೆ. ರಾಜ್ಯದ 6 ಮಹಾನಗರ ಪಾಲಿಕೆಗಳು, 14 ಜಿಲ್ಲಾ ಪಂಚಾಯತ್‌ಗಳು, 86 ನಗರ ಪಾಲಿಕೆಗಳು, 152 ಬ್ಲಾಕ್ ಪಂಚಾಯತ್‌ಗಳು, 941 ಗ್ರಾಮ ಪಂಚಾಯತ್‌ಗಳಿಗೆ ಡಿ.9 ಮತ್ತು 11ರಂದು ಎರಡು ಹಂತಗಳಲ್ಲಿ ಮತದಾನ ನಡೆದಿತ್ತು. ನಗರಪಾಲಿಕೆಗಳು: 86 ನಗರ ಪಾಲಿಕೆಗಳ ಪೈಕಿ 54ರಲ್ಲಿ ಯುಡಿಎಫ್ ಮೇಲುಗೈ ಸಾಧಿಸಿದೆ. ಎಲ್‌ಡಿಎಫ್ 28 ಪುರಸಭೆಗಳಲ್ಲಿ, ಎನ್‌ಡಿಎ 2ರಲ್ಲಿ ಗೆಲುವು ಸಾಧಿಸಿವೆ. ಎನ್‌ಡಿಎ ಬಲಪ್ರದರ್ಶನ: ತಿರುವನಂತಪುರದಲ್ಲಿ ಎನ್‌ಡಿಎ ಅಧಿಕಾರ ಹಿಡಿದಿರುವುದು ಕೇರಳ ರಾಜಕೀಯದಲ್ಲಿ ಹೊಸ ಅಧ್ಯಾಯ ಎಂದು ವಿಶ್ಲೇಷಿಸಲಾಗಿದೆ. — [46, 1896, 445, 2007]
sign-label: ಮೇಷ — [64, 949, 91, 964]
horoscope-sign — [46, 1084, 181, 1219]
speaker-story — [855, 150, 1108, 588]
messi-body: ಪುಟ ೧ರಿಂದ ಸಾಲ್ಟ್ ಲೇಕ್ ಸ್ಟೇಡಿಯಂನಲ್ಲಿ ನಡೆದ ಅವ್ಯವಸ್ಥೆ ಬಗ್ಗೆ ಅಭಿಮಾನಿಗಳು ಆಕ್ರೋಶ ವ್ಯಕ್ತಪಡಿಸಿದ್ದಾರೆ. ಮೆಸ್ಸಿ ಅವರನ್ನು ನೋಡಲು ಸಾವಿರಾರು ರೂಪಾಯಿ ಖರ್ಚು ಮಾಡಿ ಬಂದಿದ್ದೆವು. ಆದರೆ ಅವರ ಆಗಮನದ ವೇಳೆ ರಾಜಕಾರಣಿಗಳು, ಸೆಲೆಬ್ರಿಟಿಗಳು ಸುತ್ತುವರಿದಿದ್ದರಿಂದ ನಮಗೆ ಕಾಣಲೇ ಇಲ್ಲ ಎಂದು ಅಭಿಮಾನಿಗಳು ದೂರಿದರು. — [1318, 1908, 1519, 1993]
masthead-day: ಭಾನುವಾರ — [1381, 54, 1429, 70]
sign-label: ಮೀನ — [207, 1624, 231, 1639]
horoscope-sign-text: ಒತ್ತಡದ ದಿನ. ಕಾರ್ಯಸಾಧನೆಗೆ ಶ್ರಮ. ಸಮಾಧಾನದಿಂದ ಎದುರಿಸಿ. — [46, 1640, 167, 1665]
yathindra-photo — [1133, 1121, 1233, 1259]
rural-box — [594, 732, 818, 949]
kidi-text: ಸಿದ್ದರಾಮಯ್ಯ ಸರಕಾರವು ಮತ್ತು ಆಡಳಿತ ವೈಫಲ್ಯ ಮುಚ್ಚಲು ಬಂದರೆ ಕೇರಳವನ್ನು ಮುಜ್ಜಲಿಗೆ ತಂದು ವಿಷಯಾಂತರ ಮಾಡುತ್ತಿದೆ - ಆರ್.ಅಶೋಕ - ಆ ವಿಷಯಾಂತರದ ಪರಂಪರೆ ಎಂಬಂತೆ ಇವರಿಗೆ ಅಧಿಕಾರ ಹಸ್ತಾಂತರದ ಆವಾಂತರ ಅವರ ಕಣ್ಣಮಾಯೆಯೇ ಸತ್ಯವಿದೆ, ಮಾಡಿದ್ದುಣ್ಣೋ ಮಹಾರಾಯ! — [61, 720, 306, 804]
sign-label: ಮಕರ — [207, 1354, 233, 1369]
lead-body-3: ಪ್ರತಿನಿಧಿಗಳು ಮತ್ತು ರಾಜ್ಯ ಚುನಾವಣಾ ಆಯೋಗ (ಎಸ್‌ಇಸಿ) ಕೂಡ ಸರ್ಕಾರದ ವಿರುದ್ಧ ಆರೋಪ ಮಾಡಿದ್ದಾರೆ. ಚುನಾವಣೆ ನಡೆಯಬೇಕಿರುವ ಸ್ಥಳೀಯ ಸಂಸ್ಥೆಗಳ ಪೈಕಿ 195 ನಗರ ಸ್ಥಳೀಯ ಸಂಸ್ಥೆ, ಜತೆಗೆ 5,952 ಗ್ರಾಮ ಪಂಚಾಯತ್‌ಗಳು, 239 ತಾ.ಪಂ. ಮತ್ತು ಗ್ರೇಟರ್ ಬೆಂಗಳೂರು ಪ್ರಾಧಿಕಾರ ವ್ಯಾಪ್ತಿಯ 5 ನಗರ ಪಾಲಿಕೆಗಳು ಸೇರಿವೆ. ಈ ಪೈಕಿ ಗ್ರೇಟರ್ ಬೆಂಗಳೂರು ಪ್ರಾಧಿಕಾರದ ಚುನಾವಣೆ ನಡೆಸುವ ಪ್ರಕ್ರಿಯೆ ಆರಂಭಿಸಲು ಸೂಚಿಸಿದೆ. — [847, 1071, 1110, 1181]
horoscope-left — [46, 949, 181, 1762]
sign-label: ಕನ್ಯಾ — [64, 1624, 84, 1639]
sign-label: ತುಲಾ — [207, 949, 232, 964]
zodiac-icon — [189, 949, 203, 963]
lucky-number: ಅದೃಷ್ಟ ಸಂಖ್ಯೆ: 4,7,1,3 — [92, 1814, 218, 1830]
kerala-modi-body: ಪುಟ ೧ರಿಂದ ಕೇರಳದ ಅಭಿವೃದ್ಧಿಯ ಆಶೋತ್ತರಗಳನ್ನು ಬಿಜೆಪಿ ಮಾತ್ರ ಪೂರೈಸಬಲ್ಲದು ಎಂದು ಜನ ನಂಬಿ ಹಾರೈಸಿದ್ದಾರೆ. ತಿರುವನಂತಪುರಂನ ಜನತೆಗೆ ಧನ್ಯವಾದಗಳು. ಈ ಗೆಲುವು ಕೇರಳ ರಾಜಕೀಯದಲ್ಲಿ ನಿರ್ಣಾಯಕ ಕ್ಷಣವಾಗಿದೆ. ಉತ್ತಮ ಆಡಳಿತ ನೀಡುವ ಮೂಲಕ ಜನತೆಯ ನಿರೀಕ್ಷೆ ಈಡೇರಿಸುತ್ತೇವೆ ಎಂದು ಪ್ರಧಾನಿ ಮೋದಿ ಹೇಳಿದ್ದಾರೆ. 26 ಗ್ರಾ.ಪಂ ಎನ್‌ಡಿಎ ವಶ: 941 ಗ್ರಾಮ ಪಂಚಾಯತ್‌ಗಳ ಪೈಕಿ ಯುಡಿಎಫ್ 493ರಲ್ಲಿ, ಮಾಜಿ ಆಡಳಿತಾರೂಢ ಎಲ್‌ಡಿಎಫ್ 347ರಲ್ಲಿ ಗೆದ್ದಿದೆ. ಬಿಜೆಪಿ 26ರಲ್ಲಿ ಗೆದ್ದಿದ್ದು, 64 ಪಂಚಾಯತ್‌ಗಳಲ್ಲಿ ತ್ರಿಶಂಕು ಫಲಿತಾಂಶ ಬಂದಿದೆ. 2020ರಲ್ಲೇನಾಗಿತ್ತು? ಕಳೆದ ಬಾರಿ ಎಲ್‌ಡಿಎಫ್ 514, ಯುಡಿಎಫ್ 321ರಲ್ಲಿ ಗೆಲುವು ಸಾಧಿಸಿದ್ದವು. ಎನ್‌ಡಿಎ 19ರಲ್ಲಿ ಜಯ ಸಾಧಿಸಿತ್ತು. ಈ ಬಾರಿ ಬಿಜೆಪಿ ಸಾಧನೆ ಗಮನಾರ್ಹವಾಗಿದೆ. — [964, 1927, 1294, 2070]
page-number: ೦೪ — [221, 98, 256, 134]
row-rule-4 — [23, 1836, 1527, 1838]
col-rule-4 — [956, 1845, 957, 2329]
logo-text: ಹೊಸ ದಿಗಂತ — [117, 49, 293, 95]
col-rule-1 — [847, 150, 848, 588]
horoscope-sign — [189, 1219, 327, 1354]
horoscope-sign-text: ಆತ್ಮೀಯರ ಮಾತು ನಿಮಗೆ ಸಾಂತ್ವನ. ಹಣದ ವ್ಯವಹಾರ ಜಾಗ್ರತೆ. — [189, 1370, 325, 1395]
horoscope-sign — [189, 949, 327, 1084]
lead-kicker: 2026ರ ಏಪ್ರಿಲ್ ಒಳಗೆ ಪೂರ್ಣಗೊಳಿಸಲು ನಿರ್ಧಾರ — [483, 614, 968, 648]
row-rule-1 — [23, 599, 1527, 601]
sanskrit-photo — [596, 1435, 869, 1619]
president-story — [599, 150, 841, 588]
horoscope-sign — [46, 1354, 181, 1489]
kidi-author: ವಾಸುದೇವರಾವ್ ಕಕ್ಕಿಲೆಜಿ — [100, 694, 193, 708]
lead-body-1: ಸುವರ್ಣ ವಿಧಾನಸೌಧ (ಬೆಳಗಾವಿ): ಜಿಲ್ಲಾ ಹಾಗೂ ತಾಲೂಕು ಪಂಚಾಯತ್‌ಗಳಿಗೆ ಚುನಾವಣೆ ನಡೆಸಲು ಅಗತ್ಯ ಸಿದ್ಧತೆಗಳನ್ನು 2026ರ ಏಪ್ರಿಲ್ ಒಳಗೆ ಪೂರ್ಣಗೊಳಿಸಲು ಗುರುವಾರ ನಡೆದ ಸಂಪುಟ ಸಭೆ ನಿರ್ಧರಿಸಿದೆ. ರಾಜ್ಯದ ಜಿಲ್ಲಾ ಹಾಗೂ ತಾಲೂಕು ಪಂಚಾಯತ್‌ಗಳಿಗೆ 2016ರ ಫೆಬ್ರವರಿಯಲ್ಲಿ ಚುನಾವಣೆ ನಡೆದಿತ್ತು. ಅಂದು ಆಯ್ಕೆಯಾಗಿದ್ದ ಸದಸ್ಯರ ಅವಧಿ 2021ರ ಏಪ್ರಿಲ್-ಮೇ ತಿಂಗಳಲ್ಲಿ ಮುಕ್ತಾಯವಾಗಿತ್ತು. ಅವಧಿ ಪೂರ್ಣಗೊಂಡ ಜಿಲ್ಲಾ ಹಾಗೂ ತಾಲೂಕು ಪಂಚಾಯತ್‌ಗಳಿಗೆ ತಾಂತ್ರಿಕ ಕಾರಣಗಳಿಂದ ಚುನಾವಣೆ ನಡೆಸುವುದು ಸಾಧ್ಯವಾಗಿರಲಿಲ್ಲ. ಕ್ಷೇತ್ರ ಪುನರ್ವಿಂಗಡಣೆ ಹಾಗೂ ಮೀಸಲಾತಿ ನಿಗದಿ ವಿಚಾರವಾಗಿ ರಾಜ್ಯ ಚುನಾವಣಾ ಆಯೋಗ ಮತ್ತು ಸರ್ಕಾರದ ನಡುವಿನ ವಿವಾದ ಹೈಕೋರ್ಟ್ ಮೆಟ್ಟಿಲೇರಿತ್ತು. ಕೆಲ ದಿನಗಳ ಹಿಂದೆ ಹೈಕೋರ್ಟ್ ನೀಡಿದ ನಿರ್ದೇಶನದಂತೆ ಮುಂದಿನ ಪ್ರಕ್ರಿಯೆ ಕೈಗೊಳ್ಳಲು ಸಂಪುಟ ಒಪ್ಪಿಗೆ ನೀಡಿದೆ. ಕ್ಷೇತ್ರ ಪುನರ್ವಿಂಗಡಣೆ ಆಯೋಗ ಈಗಾಗಲೇ ವರದಿ ಸಲ್ಲಿಸಿದ್ದು, ಮೀಸಲಾತಿ ಪಟ್ಟಿ ಅಂತಿಮಗೊಳಿಸುವ ಕಾರ್ಯ ನಡೆಯುತ್ತಿದೆ. ಜಿಲ್ಲಾ ಮತ್ತು ತಾಲೂಕು ಪಂಚಾಯಿತಿಗಳ ಕ್ಷೇತ್ರ ಪುನರ್ ವಿಂಗಡಣೆ ಮತ್ತು ಮೀಸಲಾತಿ ನಿಗದಿಗೆ ಅಂತಿಮ ಅಧಿಸೂಚನೆ ಹೊರಡಿಸಿದ ಬಳಿಕ ರಾಜ್ಯ ಚುನಾವಣಾ ಆಯೋಗ ಚುನಾವಣೆ ದಿನಾಂಕ ಘೋಷಿಸಲಿದೆ ಎಂದು ಸಚಿವರು ತಿಳಿಸಿದ್ದಾರೆ. — [339, 730, 583, 1034]
horoscope-sign-text: ಕುಟುಂಬದಲ್ಲಿ ಸಂತಸ. ಮಕ್ಕಳ ಬಗ್ಗೆ ಕಾಳಜಿ. ನಿರ್ಧಾರ ವಿಳಂಬ. — [46, 1235, 155, 1260]
messi-box — [1309, 1845, 1527, 2014]
kerala-modi-headline: ಕೇರಳ ರಾಜಕೀಯದಲ್ಲಿ ನಿರ್ಣಾಯಕ ಕ್ಷಣ: ಮೋದಿ — [964, 1847, 1267, 1916]
horoscope-sign — [46, 1489, 181, 1624]
civic-ad — [1117, 146, 1516, 589]
row-rule-2 — [339, 1343, 1527, 1345]
col-rule-3 — [879, 1351, 880, 1827]
sc-body: ಸುಪ್ರೀಂಕೋರ್ಟ್ ಆದೇಶದಿಂದ ಓ.ಸಿ ಇಲ್ಲದ ಕಟ್ಟಡಗಳಿಗೆ ಮೂಲಸೌಕರ್ಯ ನೀಡಲು ಅವಕಾಶ ಇರಲಿಲ್ಲ. ಈಗ ಗ್ರಾಮ ಪಂಚಾಯತ್ ವ್ಯಾಪ್ತಿಯಲ್ಲಿ ನಿರ್ಮಿಸಲಾಗಿರುವ ಕಟ್ಟಡಗಳಿಗೆ ವಿನಾಯಿತಿ ನೀಡುವ ಮೂಲಕ ಸಮಸ್ಯೆ ನಿವಾರಿಸಲಾಗುತ್ತಿದೆ. ಪಂಚಾಯತ್ ರಾಜ್ ನಿಯಮಗಳಿಗೆ ತಿದ್ದುಪಡಿ ತರಲು ನಿರ್ಧರಿಸಲಾಗಿದೆ ಎಂದು ಸಚಿವ ಎಚ್.ಕೆ.ಪಾಟೀಲ್ ತಿಳಿಸಿದ್ದಾರೆ. — [602, 985, 1101, 1027]
sign-label: ಕಟಕ — [64, 1354, 85, 1369]
yathindra-headline: ಯತೀಂದ್ರ ಹೈಕಮಾಂಡಾ? — [1135, 1088, 1282, 1109]
kerala-nda-body-3: 9 ಸ್ಥಾನಗಳೊಂದಿಗೆ 3ನೇ ಸ್ಥಾನಕ್ಕೆ ಕುಸಿದಿದೆ. ಮಹಾನಗರ ಪಾಲಿಕೆಗಳಲ್ಲಿ ಯುಡಿಎಫ್ 4ರಲ್ಲಿ, ಎಲ್‌ಡಿಎಫ್ 1ರಲ್ಲಿ, ಎನ್‌ಡಿಎ 1ರಲ್ಲಿ ಗೆಲುವು ಸಾಧಿಸಿವೆ. ಕೊಚ್ಚಿ, ತ್ರಿಶೂರ್, ಕೋಳಿಕೋಡ್, ಕೊಲ್ಲಂ ಪಾಲಿಕೆಗಳಲ್ಲಿ ಯುಡಿಎಫ್ ಮೇಲುಗೈ ಸಾಧಿಸಿದೆ. ಬ್ಲಾಕ್ ಪಂಚಾಯತ್: 152 ಬ್ಲಾಕ್ ಪಂಚಾಯತ್‌ಗಳ ಪೈಕಿ ಯುಡಿಎಫ್ 79ರಲ್ಲಿ, ಎಲ್‌ಡಿಎಫ್ 63ರಲ್ಲಿ ಗೆಲುವು ಸಾಧಿಸಿವೆ. ಗ್ರಾಮ ಪಂಚಾಯತ್: 941 ಗ್ರಾಮ ಪಂಚಾಯತ್‌ಗಳ ಪೈಕಿ ಯುಡಿಎಫ್ 505ರಲ್ಲಿ, ಎಲ್‌ಡಿಎಫ್ 340ರಲ್ಲಿ, ಎನ್‌ಡಿಎ 26ರಲ್ಲಿ ಜಯ ಸಾಧಿಸಿವೆ. — [691, 1915, 949, 2042]
horoscope-sign-text: ಎಲ್ಲ ಕಾರ್ಯಕ್ಕೆ ಅಡಚಣೆ. ಕೌಟುಂಬಿಕ ಹೊಣೆ ಹೆಚ್ಚಳ. ಮನೆಯ ಹಿರಿಯರ ಬೆಂಬಲ ಪಡೆದುಕೊಳ್ಳಿ. — [46, 965, 163, 1004]
horoscope-sign-name — [46, 1084, 181, 1099]
